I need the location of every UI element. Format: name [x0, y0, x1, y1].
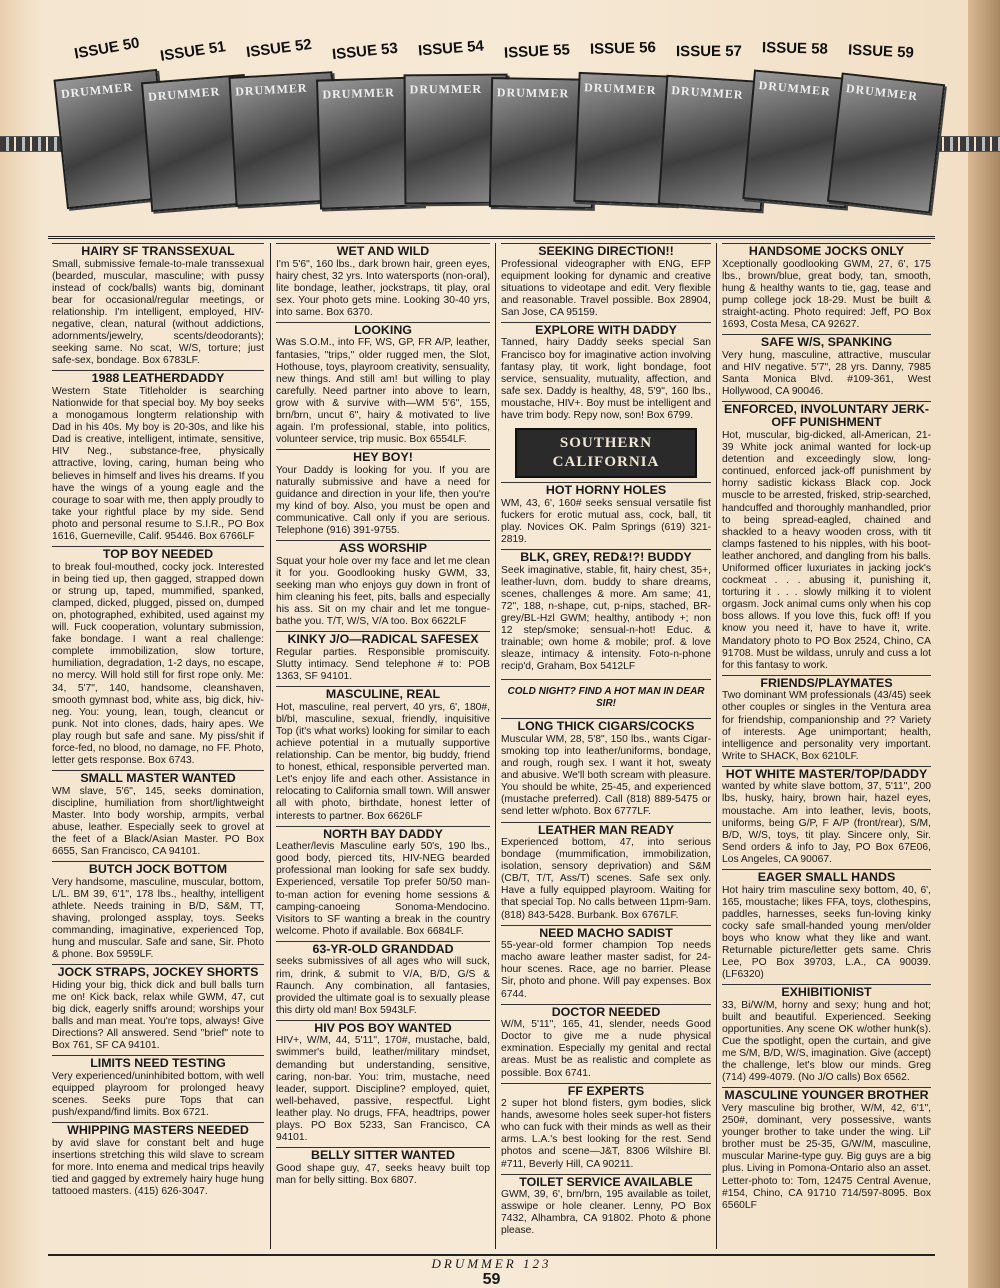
- issue-label: ISSUE 51: [159, 38, 227, 65]
- ad-title: HEY BOY!: [276, 449, 490, 465]
- classified-ad: [722, 675, 931, 763]
- ad-body: GWM, 39, 6', brn/brn, 195 available as toilet, asswipe or hole cleaner. Lenny, PO Box 7432, Alhambra, CA 91802. Photo & phone please.: [501, 1189, 711, 1237]
- issue-label: ISSUE 59: [847, 41, 915, 62]
- ad-body: W/M, 5'11", 165, 41, slender, needs Good Doctor to give me a nude physical exmination. Especially my genital and rectal areas. Must be as realistic and complete as possible. Box 6741.: [501, 1019, 711, 1079]
- classified-ad: [722, 243, 931, 331]
- classified-ad: [501, 1004, 711, 1080]
- classified-ad: [722, 869, 931, 981]
- classified-ad: [52, 243, 264, 367]
- ad-title: KINKY J/O—RADICAL SAFESEX: [276, 631, 490, 647]
- ad-body: Very masculine big brother, W/M, 42, 6'1", 250#, dominant, very possessive, wants younger brother to take under the wing. Lil' brother must be 25-35, G/W/M, masculine, muscular Marine-type guy. Big guys are a big plus. Living in Pomona-Ontario also an asset. Letter-photo to: Tom, 12475 Central Avenue, #154, Chino, CA 91710 714/597-8095. Box 6560LF: [722, 1102, 931, 1211]
- issue-label: ISSUE 50: [73, 34, 141, 63]
- ad-column-2: [272, 243, 494, 1251]
- ad-column-1: [48, 243, 268, 1251]
- classified-ad: [501, 925, 711, 1001]
- ad-title: WET AND WILD: [276, 243, 490, 259]
- ad-title: EXHIBITIONIST: [722, 984, 931, 1000]
- classified-ad: [276, 449, 490, 537]
- ad-title: ASS WORSHIP: [276, 540, 490, 556]
- ad-title: TOP BOY NEEDED: [52, 546, 264, 562]
- classified-ad: [501, 482, 711, 546]
- issue-label: ISSUE 58: [761, 39, 829, 58]
- section-header: SOUTHERN CALIFORNIA: [515, 428, 697, 478]
- ad-title: NEED MACHO SADIST: [501, 925, 711, 941]
- classified-ad: [52, 1122, 264, 1198]
- ad-title: LONG THICK CIGARS/COCKS: [501, 718, 711, 734]
- ad-body: Very hung, masculine, attractive, muscular and HIV negative. 5'7", 28 yrs. Danny, 7985 Santa Monica Blvd. #109-361, West Hollywood, CA 90046.: [722, 349, 931, 397]
- ad-body: by avid slave for constant belt and huge insertions stretching this wild slave to scream for more. Into enema and medical trips heavily tied and gagged by extremely hairy huge hung tattooed masters. (415) 626-3047.: [52, 1137, 264, 1198]
- classified-ad: [276, 1147, 490, 1187]
- classified-ad: [52, 770, 264, 858]
- classified-ad: [276, 686, 490, 822]
- ad-title: EAGER SMALL HANDS: [722, 869, 931, 885]
- ad-title: DOCTOR NEEDED: [501, 1004, 711, 1020]
- ad-title: LIMITS NEED TESTING: [52, 1055, 264, 1071]
- ad-title: LOOKING: [276, 322, 490, 338]
- classified-ad: [501, 549, 711, 673]
- ad-body: HIV+, W/M, 44, 5'11", 170#, mustache, bald, swimmer's build, leather/military mindset, demanding but understanding, sensitive, caring, non-bar. You: trim, mustache, need leader, support. Discipline? employed, quiet, well-behaved, passive, respectful. Light leather play. No drugs, FFA, headtrips, power plays. PO Box 5233, San Francisco, CA 94101.: [276, 1035, 490, 1144]
- cover-logo: DRUMMER: [583, 80, 657, 98]
- ad-title: FF EXPERTS: [501, 1083, 711, 1099]
- ad-title: LEATHER MAN READY: [501, 822, 711, 838]
- ad-title: FRIENDS/PLAYMATES: [722, 675, 931, 691]
- page-number: 59: [482, 1271, 501, 1288]
- ad-body: Hot hairy trim masculine sexy bottom, 40, 6', 165, moustache; likes FFA, toys, clothespins, paddles, harnesses, seeks fun-loving kinky cocky safe small-handed young men/older boys who know what they like and want. Returnable picture/letter gets same. Chris Lee, PO Box 39703, L.A., CA 90039. (LF6320): [722, 884, 931, 981]
- ad-body: Your Daddy is looking for you. If you are naturally submissive and have a need for guidance and direction in your life, then you're my kind of boy. Also, you must be open and communicative. Call only if you are serious. Telephone (916) 391-9755.: [276, 464, 490, 537]
- cover-logo: DRUMMER: [758, 78, 832, 99]
- ad-body: Hot, masculine, real pervert, 40 yrs, 6', 180#, bl/bl, masculine, sexual, friendly, inquisitive Top (it's what works) looking for similar to each achieve potential in a mutually supportive relationship. Can be mentor, big buddy, friend to honest, ethical, responsible perverted man. Let's enjoy life and each other. Assistance in relocating to California small town. Will answer all with photo, birthdate, honest letter of interests to partner. Box 6626LF: [276, 701, 490, 822]
- ad-body: Was S.O.M., into FF, WS, GP, FR A/P, leather, fantasies, "trips," older rugged men, the Slot, Hothouse, toys, playroom creativity, sensuality, new things. And still am! but willing to play carefully. Need partner into above to learn, grow with & survive with—WM 5'6", 155, brn/brn, uncut 6", hairy & motivated to live again. I'm professional, stable, into politics, volunteer service, trip music. Box 6554LF.: [276, 337, 490, 446]
- classified-ad: [501, 243, 711, 319]
- ad-title: JOCK STRAPS, JOCKEY SHORTS: [52, 964, 264, 980]
- ad-body: Small, submissive female-to-male transsexual (bearded, muscular, masculine; with pussy instead of cock/balls) wants big, dominant bear for occasional/regular meetings, or relationship. I'm intelligent, employed, HIV-negative, clean, natural (without addictions, adornments/jewelry, scents/deodorants); seeking same. No scat, W/S, torture; just safe-sex, bondage. Box 6783LF.: [52, 258, 264, 367]
- ad-column-4: [718, 243, 935, 1251]
- ad-body: wanted by white slave bottom, 37, 5'11", 200 lbs, husky, hairy, brown hair, hazel eyes, moustache. Am into leather, levis, boots, uniforms, being G/P, F A/P (front/rear), S/M, B/D, W/S, toys, tit play. Sincere only, Sir. Send orders & info to Jay, PO Box 67E06, Los Angeles, CA 90067.: [722, 781, 931, 865]
- ad-body: WM slave, 5'6", 145, seeks domination, discipline, humiliation from short/lightweight Master. Into body worship, armpits, verbal abuse, leather. Especially seek to grovel at the feet of a Black/Asian Master. PO Box 6655, San Francisco, CA 94101.: [52, 785, 264, 858]
- ad-title: HOT WHITE MASTER/TOP/DADDY: [722, 766, 931, 782]
- classified-ad: [501, 822, 711, 922]
- classified-ad: [501, 1174, 711, 1238]
- ad-title: MASCULINE, REAL: [276, 686, 490, 702]
- ad-body: Xceptionally goodlooking GWM, 27, 6', 175 lbs., brown/blue, great body, tan, smooth, hung & healthy wants to tie, gag, tease and pump college jock 18-29. Must be built & straight-acting. Photo required: Jeff, PO Box 1693, Costa Mesa, CA 92627.: [722, 258, 931, 330]
- classified-ad: [52, 964, 264, 1052]
- classified-ad: [722, 401, 931, 672]
- classified-ad: [276, 826, 490, 938]
- issue-label: ISSUE 53: [331, 39, 399, 64]
- classified-ad: [52, 861, 264, 961]
- column-divider: [270, 243, 271, 1249]
- ad-title: HIV POS BOY WANTED: [276, 1020, 490, 1036]
- classified-ad: [52, 370, 264, 543]
- issue-label: ISSUE 52: [245, 35, 313, 62]
- ad-body: Leather/levis Masculine early 50's, 190 lbs., good body, pierced tits, HIV-NEG bearded professional man looking for safe sex buddy. Experienced, versatile Top prefer 50/50 man-to-man action for evening home sessions & camping-canoeing Sonoma-Mendocino. Visitors to SF wanting a break in the country welcome. Photo if available. Box 6684LF.: [276, 841, 490, 937]
- ad-body: Very handsome, masculine, muscular, bottom, L/L. BM 39, 6'1", 178 lbs., healthy, intelligent athlete. Needs training in B/D, S&M, TT, shaving, prolonged assplay, toys. Seeks commanding, imaginative, experienced Top, hung and muscular. Safe and sane, Sir. Photo & phone. Box 5959LF.: [52, 876, 264, 961]
- classified-ad: [276, 243, 490, 319]
- issue-label: ISSUE 56: [589, 39, 657, 58]
- ad-title: SMALL MASTER WANTED: [52, 770, 264, 786]
- ad-title: 1988 LEATHERDADDY: [52, 370, 264, 386]
- classified-ad: [501, 718, 711, 818]
- ad-body: Squat your hole over my face and let me clean it for you. Goodlooking husky GWM, 33, seeking man who enjoys guy down in front of him cleaning his feet, pits, balls and especially his ass. Sit on my chair and let me tongue-bathe you. T/T, W/S, V/A too. Box 6622LF: [276, 555, 490, 628]
- cover-logo: DRUMMER: [60, 79, 134, 102]
- ad-title: WHIPPING MASTERS NEEDED: [52, 1122, 264, 1138]
- ad-title: BELLY SITTER WANTED: [276, 1147, 490, 1163]
- ad-title: HANDSOME JOCKS ONLY: [722, 243, 931, 259]
- issue-cover: [827, 72, 945, 213]
- issue-banner: [0, 28, 1000, 238]
- ad-body: 33, Bi/W/M, horny and sexy; hung and hot; built and beautiful. Experienced. Seeking opportunities. Any scene OK w/other hunk(s). Cue the spotlight, open the curtain, and give me S/M, B/D, W/S, imagination. Give (accept) the challenge, let's blow our minds. Greg (714) 499-4079. (No J/O calls) Box 6562.: [722, 999, 931, 1084]
- issue-label: ISSUE 57: [675, 42, 742, 61]
- ad-body: seeks submissives of all ages who will suck, rim, drink, & submit to V/A, B/D, G/S & Raunch. Any combination, all fantasies, provided the ultimate goal is to sexually please this dirty old man! Box 5943LF.: [276, 956, 490, 1016]
- ad-title: HAIRY SF TRANSSEXUAL: [52, 243, 264, 259]
- ad-body: Good shape guy, 47, seeks heavy built top man for belly sitting. Box 6807.: [276, 1162, 490, 1186]
- ad-body: Tanned, hairy Daddy seeks special San Francisco boy for imaginative action involving fantasy play, tit work, light bondage, foot service, sensuality, mutuality, affection, and safe sex. Daddy is healthy, 48, 5'9", 160 lbs., moustache, HIV+. Boy must be intelligent and have trim body. Repy now, son! Box 6799.: [501, 337, 711, 422]
- ad-title: 63-YR-OLD GRANDDAD: [276, 941, 490, 957]
- classified-ad: [722, 984, 931, 1084]
- ad-title: BUTCH JOCK BOTTOM: [52, 861, 264, 877]
- classified-ad: [722, 766, 931, 866]
- cover-logo: DRUMMER: [409, 81, 483, 97]
- ad-body: Hiding your big, thick dick and bull balls turn me on! Kick back, relax while GWM, 47, cut big dick, eagerly sniffs around; worships your balls and man meat. You're tops, always! Give Directions? All answered. Send "brief" note to Box 761, SF CA 94101.: [52, 979, 264, 1052]
- ad-body: Experienced bottom, 47, into serious bondage (mummification, immobilization, isolation, sensory deprivation) and S&M (CB/T, T/T, Ass/T) scenes. Safe sex only. Have a fully equipped playroom. Waiting for that special Top. No calls between 11pm-9am. (818) 843-5428. Burbank. Box 6767LF.: [501, 837, 711, 921]
- promo-text: COLD NIGHT? FIND A HOT MAN IN DEAR SIR!: [501, 679, 711, 710]
- issue-label: ISSUE 55: [503, 41, 571, 62]
- cover-logo: DRUMMER: [496, 85, 570, 101]
- ad-body: Regular parties. Responsible promiscuity. Slutty intimacy. Send telephone # to: POB 1363, SF 94101.: [276, 646, 490, 683]
- ad-body: Seek imaginative, stable, fit, hairy chest, 35+, leather-luvn, dom. buddy to share dreams, scenes, challenges & more. Am same; 41, 72", 188, n-shape, cut, p-nips, stached, BR-grey/BL-Hzl GWM; healthy, antibody +; non 12 step/smoke; sensual-n-hot! Educ. & trainable; own home & mobile; prof. & love sleaze, intimacy & intensity. Foto-n-phone recip'd, Graham, Box 5412LF: [501, 564, 711, 673]
- classified-ad: [276, 540, 490, 628]
- classified-ad: [722, 334, 931, 398]
- classified-ad: [722, 1087, 931, 1211]
- ad-title: EXPLORE WITH DADDY: [501, 322, 711, 338]
- ad-title: SAFE W/S, SPANKING: [722, 334, 931, 350]
- ad-body: to break foul-mouthed, cocky jock. Interested in being tied up, then gagged, strapped down or strung up, taped, mummified, spanked, clamped, dicked, plugged, pissed on, dumped on, photographed, exhibited, used against my will. Fuck cooperation, voluntary submission, fake bondage. I want a real challenge: complete immobilization, slow torture, humiliation, degradation, 1-2 days, no escape, no mercy. Will hold still for first rope only. Me: 34, 5'7", 140, handsome, cleanshaven, smooth gymnast bod, white ass, big dick, hiv-neg. You: young, lean, tough, cleancut or punk. Not into clones, dads, hairy apes. We play rough but safe and sane. My piss/shit if force-fed, no blood, no damage, no FF. Photo, letter gets response. Box 6743.: [52, 561, 264, 767]
- ad-column-3: [497, 243, 715, 1251]
- classified-ad: [501, 322, 711, 422]
- ad-body: Hot, muscular, big-dicked, all-American, 21-39 White jock animal wanted for lock-up detention and exceedingly slow, long-continued, enforced jack-off punishment by horny sadistic kickass Black cop. Jock muscle to be arrested, frisked, strip-searched, handcuffed and thoroughly manhandled, prior to being spread-eagled, chained and shackled to a heavy wooden cross, with tit clamps fastened to his nipples, with his boot-leather anchored, and dangling from his balls. Uniformed officer luxuriates in jacking jock's cockmeat . . . abusing it, punishing it, torturing it . . . slowly milking it to violent orgasm. Jock animal cums only when his cop boss allows. If you love this, fuck off! If you know you need it, have to have it, write. Mandatory photo to PO Box 2524, Chino, CA 91708. Must be wildass, unruly and cuss a lot for this fantasy to work.: [722, 429, 931, 671]
- classified-ad: [52, 546, 264, 767]
- ad-title: ENFORCED, INVOLUNTARY JERK-OFF PUNISHMENT: [722, 401, 931, 430]
- ad-body: 2 super hot blond fisters, gym bodies, slick hands, awesome holes seek super-hot fisters who can fuck with their minds as well as their arms. L.A.'s best looking for the rest. Send photos and scene—J&T, 8306 Wilshire Bl. #711, Beverly Hill, CA 90211.: [501, 1098, 711, 1170]
- column-divider: [716, 243, 717, 1249]
- cover-logo: DRUMMER: [147, 84, 221, 104]
- ad-body: Two dominant WM professionals (43/45) seek other couples or singles in the Ventura area for friendship, companionship and ?? Variety of interests. Age unimportant; health, intelligence and personality very important. Write to SHACK, Box 6210LF.: [722, 690, 931, 762]
- cover-logo: DRUMMER: [322, 85, 395, 102]
- cover-logo: DRUMMER: [670, 83, 745, 102]
- ad-body: 55-year-old former champion Top needs macho aware leather master sadist, for 24-hour scenes. Race, age no barrier. Please Sir, photo and phone. Will pay expenses. Box 6744.: [501, 940, 711, 1000]
- ad-title: HOT HORNY HOLES: [501, 482, 711, 498]
- column-divider: [495, 243, 496, 1249]
- classified-ad: [276, 941, 490, 1017]
- ad-title: BLK, GREY, RED&!?! BUDDY: [501, 549, 711, 565]
- ad-body: Very experienced/uninhibited bottom, with well equipped playroom for prolonged heavy scenes. Seeks pure Tops that can push/expand/find limits. Box 6721.: [52, 1070, 264, 1119]
- cover-logo: DRUMMER: [845, 81, 919, 104]
- classified-ad: [52, 1055, 264, 1119]
- ad-title: TOILET SERVICE AVAILABLE: [501, 1174, 711, 1190]
- classified-ad: [276, 631, 490, 683]
- ad-body: Professional videographer with ENG, EFP equipment looking for dynamic and creative situations to videotape and edit. Very flexible and reasonable. Travel possible. Box 28904, San Jose, CA 95159.: [501, 258, 711, 318]
- issue-label: ISSUE 54: [417, 37, 485, 60]
- ad-body: Western State Titleholder is searching Nationwide for that special boy. My boy seeks a monogamous longterm relationship with Dad in his 40s. My boy is 20-30s, and like his Dad is creative, intelligent, intimate, sensitive, HIV Neg., substance-free, physically attractive, loving, caring, human being who believes in himself and lives his dreams. If you have the wings of a young eagle and the courage to soar with me, then apply proudly to take your rightful place by my side. Send photo and personal resume to S.I.R., PO Box 1616, Guerneville, Calif. 95446. Box 6766LF: [52, 385, 264, 542]
- classified-ad: [276, 322, 490, 446]
- ad-title: NORTH BAY DADDY: [276, 826, 490, 842]
- classified-ad: [276, 1020, 490, 1144]
- classified-ad: [501, 1083, 711, 1171]
- magazine-name: DRUMMER 123: [431, 1256, 552, 1271]
- ad-body: I'm 5'6", 160 lbs., dark brown hair, green eyes, hairy chest, 32 yrs. Into watersports (non-oral), lite bondage, leather, jockstraps, tit play, oral sex. Your photo gets mine. Looking 30-40 yrs, into same. Box 6370.: [276, 258, 490, 318]
- ad-body: Muscular WM, 28, 5'8", 150 lbs., wants Cigar-smoking top into leather/uniforms, bondage, and rough, rough sex. I want it hot, sweaty and abusive. We'll both scream with pleasure. You should be white, 25-45, and experienced (mustache preferred). Call (818) 889-5475 or send letter w/photo. Box 6777LF.: [501, 733, 711, 818]
- ad-title: MASCULINE YOUNGER BROTHER: [722, 1087, 931, 1103]
- page-footer: [48, 1254, 935, 1288]
- cover-logo: DRUMMER: [234, 80, 308, 99]
- ad-body: WM, 43, 6', 160# seeks sensual versatile fist fuckers for erotic mutual ass, cock, ball, tit play. Novices OK. Palm Springs (619) 321-2819.: [501, 497, 711, 545]
- ad-title: SEEKING DIRECTION!!: [501, 243, 711, 259]
- classified-ads: [48, 236, 935, 1257]
